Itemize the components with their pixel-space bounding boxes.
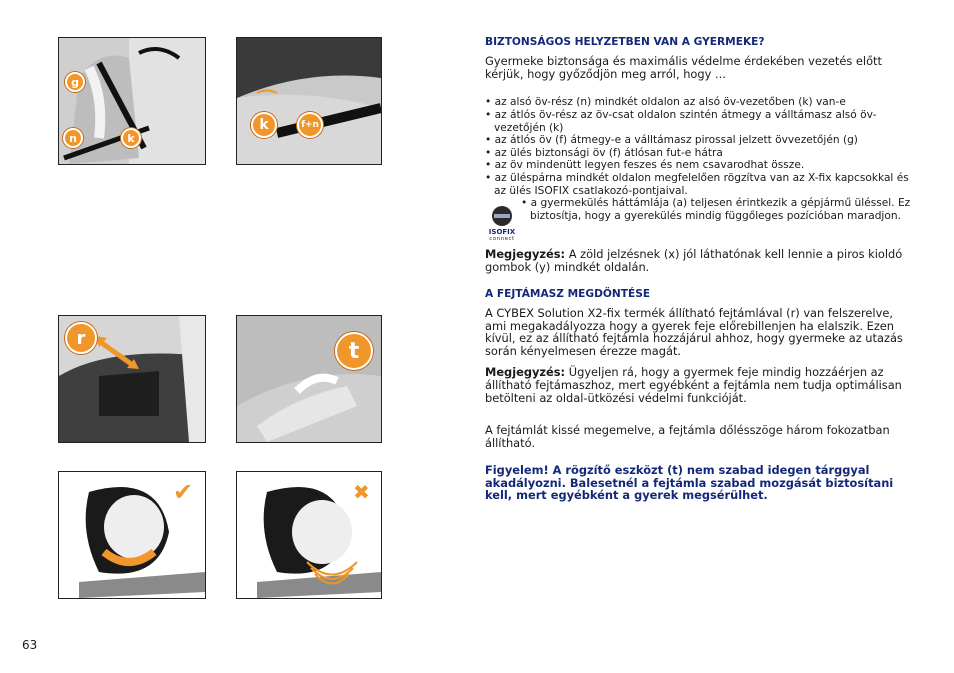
illustration-incorrect-position	[236, 471, 382, 599]
illustration-belt-routing	[58, 37, 206, 165]
section-heading-headrest: A FEJTÁMASZ MEGDÖNTÉSE	[485, 287, 651, 300]
callout-n: n	[63, 128, 83, 148]
note-label: Megjegyzés:	[485, 247, 566, 262]
note-label: Megjegyzés:	[485, 364, 566, 379]
illustration-headrest-adjust	[58, 315, 206, 443]
list-item: • az alsó öv-rész (n) mindkét oldalon az alsó öv-vezetőben (k) van-e	[485, 96, 846, 109]
correct-check-icon: ✔	[173, 478, 194, 506]
safety-intro: Gyermeke biztonsága és maximális védelme érdekében vezetés előtt kérjük, hogy győződjön meg arról, hogy ...	[485, 53, 882, 81]
note-text: Ügyeljen rá, hogy a gyermek feje mindig hozzáérjen az állítható fejtámaszhoz, mert egyébként a fejtámla nem tudja optimálisan betölteni az oldal-ütközési védelmi funkcióját.	[485, 364, 902, 405]
isofix-connect-logo	[485, 205, 519, 245]
headrest-angle-info: A fejtámlát kissé megemelve, a fejtámla dőlésszöge három fokozatban állítható.	[485, 423, 890, 451]
callout-g: g	[65, 72, 85, 92]
isofix-logo-title: ISOFIX	[488, 228, 516, 236]
callout-r: r	[65, 322, 97, 354]
note-green-indicator	[485, 248, 917, 274]
list-item: • az öv mindenütt legyen feszes és nem csavarodhat össze.	[485, 159, 805, 172]
callout-k: k	[121, 128, 141, 148]
list-item: • az átlós öv (f) átmegy-e a válltámasz pirossal jelzett övvezetőjén (g)	[485, 134, 858, 147]
illustration-belt-guide	[236, 37, 382, 165]
callout-t: t	[335, 332, 373, 370]
note-headrest-contact	[485, 366, 917, 404]
callout-k: k	[251, 112, 277, 138]
safety-checklist	[485, 96, 917, 222]
callout-f-plus-n: f+n	[297, 112, 323, 138]
list-item: • az ülés biztonsági öv (f) átlósan fut-e hátra	[485, 146, 723, 159]
page-number: 63	[22, 638, 38, 652]
list-item: • az átlós öv-rész az öv-csat oldalon szintén átmegy a válltámasz alsó öv-vezetőjén (k)	[485, 108, 877, 134]
belt-guide-drawing	[237, 38, 381, 164]
text-column	[485, 36, 917, 502]
warning-locking-device: Figyelem! A rögzítő eszközt (t) nem szabad idegen tárggyal akadályozni. Balesetnél a fejtámla szabad mozgását biztosítani kell, mert egyébként a gyerek megsérülhet.	[485, 462, 894, 503]
incorrect-cross-icon: ✖	[353, 480, 370, 504]
section-heading-safety: BIZTONSÁGOS HELYZETBEN VAN A GYERMEKE?	[485, 36, 765, 48]
isofix-logo-subtitle: connect	[489, 236, 515, 242]
list-item: • a gyermekülés háttámlája (a) teljesen érintkezik a gépjármű üléssel. Ez biztosítja, hogy a gyerekülés mindig függőleges pozícióban maradjon.	[521, 197, 911, 222]
illustration-locking-device	[236, 315, 382, 443]
list-item: • az üléspárna mindkét oldalon megfelelően rögzítva van az X-fix kapcsokkal és az ülés ISOFIX csatlakozó-pontjaival.	[485, 171, 909, 197]
illustration-correct-position	[58, 471, 206, 599]
note-text: A zöld jelzésnek (x) jól láthatónak kell lennie a piros kioldó gombok (y) mindkét oldalán.	[485, 247, 903, 275]
headrest-description: A CYBEX Solution X2-fix termék állítható fejtámlával (r) van felszerelve, ami megakadályozza hogy a gyerek feje előrebillenjen ha elalszik. Ezen kívül, ez az állítható fejtámla hozzájárul ahhoz, hogy gyermeke az utazás során kényelmesen érezze magát.	[485, 305, 903, 359]
